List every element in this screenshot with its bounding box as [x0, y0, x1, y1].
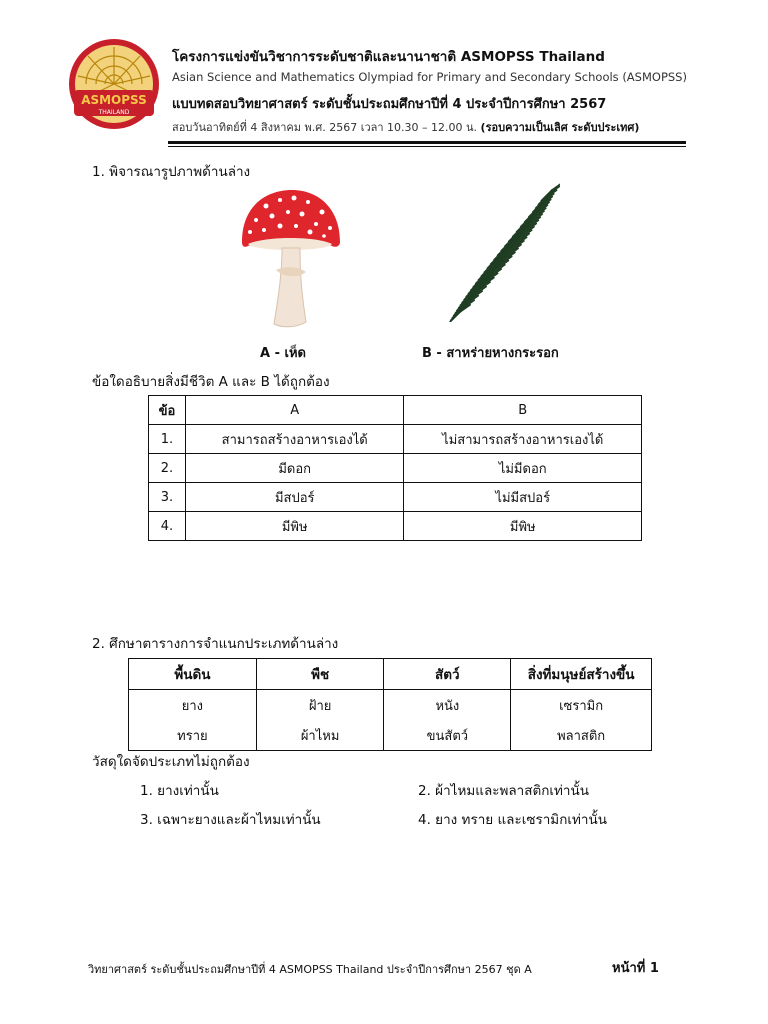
- header-line-1: โครงการแข่งขันวิชาการระดับชาติและนานาชาติ ASMOPSS Thailand: [172, 49, 605, 65]
- q2-prompt: 2. ศึกษาตารางการจำแนกประเภทด้านล่าง: [92, 636, 339, 652]
- q2-table: [128, 658, 652, 751]
- header-cell: พื้นดิน: [129, 659, 257, 690]
- cell: สามารถสร้างอาหารเองได้: [185, 425, 404, 454]
- cell: มีพิษ: [185, 512, 404, 541]
- cell: หนัง: [384, 690, 511, 721]
- table-row: [129, 690, 652, 721]
- header-cell: พืช: [256, 659, 384, 690]
- table-row: [149, 512, 642, 541]
- exam-date: สอบวันอาทิตย์ที่ 4 สิงหาคม พ.ศ. 2567 เวลา 10.30 – 12.00 น.: [172, 121, 481, 134]
- caption-b: B - สาหร่ายหางกระรอก: [422, 346, 559, 361]
- header-cell: ข้อ: [149, 396, 186, 425]
- table-header-row: [129, 659, 652, 690]
- option-1: 1. ยางเท่านั้น: [140, 783, 219, 799]
- cell: ทราย: [129, 720, 257, 751]
- header-cell: B: [404, 396, 642, 425]
- cell: 3.: [149, 483, 186, 512]
- asmopss-logo: [68, 38, 160, 130]
- cell: มีดอก: [185, 454, 404, 483]
- header-line-2: Asian Science and Mathematics Olympiad for Primary and Secondary Schools (ASMOPSS): [172, 70, 687, 84]
- header-line-4: [172, 118, 639, 136]
- q2-question: วัสดุใดจัดประเภทไม่ถูกต้อง: [92, 754, 250, 770]
- cell: ขนสัตว์: [384, 720, 511, 751]
- cell: ผ้าไหม: [256, 720, 384, 751]
- cell: ไม่มีดอก: [404, 454, 642, 483]
- table-row: [129, 720, 652, 751]
- option-4: 4. ยาง ทราย และเซรามิกเท่านั้น: [418, 812, 607, 828]
- option-3: 3. เฉพาะยางและผ้าไหมเท่านั้น: [140, 812, 321, 828]
- pine-branch-image: [440, 182, 560, 322]
- q1-question: ข้อใดอธิบายสิ่งมีชีวิต A และ B ได้ถูกต้อง: [92, 374, 330, 390]
- option-2: 2. ผ้าไหมและพลาสติกเท่านั้น: [418, 783, 589, 799]
- header-cell: A: [185, 396, 404, 425]
- header-line-3: แบบทดสอบวิทยาศาสตร์ ระดับชั้นประถมศึกษาปีที่ 4 ประจำปีการศึกษา 2567: [172, 97, 607, 112]
- exam-round: (รอบความเป็นเลิศ ระดับประเทศ): [480, 121, 640, 134]
- header-rule-thick: [168, 141, 686, 144]
- page-number: หน้าที่ 1: [612, 961, 659, 976]
- q1-prompt: 1. พิจารณารูปภาพด้านล่าง: [92, 164, 251, 180]
- logo-subtext: THAILAND: [98, 109, 130, 116]
- table-row: [149, 483, 642, 512]
- logo-text: ASMOPSS: [81, 93, 147, 107]
- cell: 2.: [149, 454, 186, 483]
- footer-text: วิทยาศาสตร์ ระดับชั้นประถมศึกษาปีที่ 4 ASMOPSS Thailand ประจำปีการศึกษา 2567 ชุด A: [88, 963, 532, 976]
- cell: มีพิษ: [404, 512, 642, 541]
- cell: 1.: [149, 425, 186, 454]
- q1-table: [148, 395, 642, 541]
- mushroom-image: [236, 186, 344, 334]
- cell: เซรามิก: [511, 690, 652, 721]
- cell: พลาสติก: [511, 720, 652, 751]
- cell: 4.: [149, 512, 186, 541]
- table-row: [149, 454, 642, 483]
- cell: ไม่สามารถสร้างอาหารเองได้: [404, 425, 642, 454]
- table-row: [149, 425, 642, 454]
- header-cell: สัตว์: [384, 659, 511, 690]
- cell: มีสปอร์: [185, 483, 404, 512]
- cell: ฝ้าย: [256, 690, 384, 721]
- caption-a: A - เห็ด: [260, 346, 306, 361]
- header-cell: สิ่งที่มนุษย์สร้างขึ้น: [511, 659, 652, 690]
- table-header-row: [149, 396, 642, 425]
- header-rule-thin: [168, 146, 686, 147]
- cell: ไม่มีสปอร์: [404, 483, 642, 512]
- cell: ยาง: [129, 690, 257, 721]
